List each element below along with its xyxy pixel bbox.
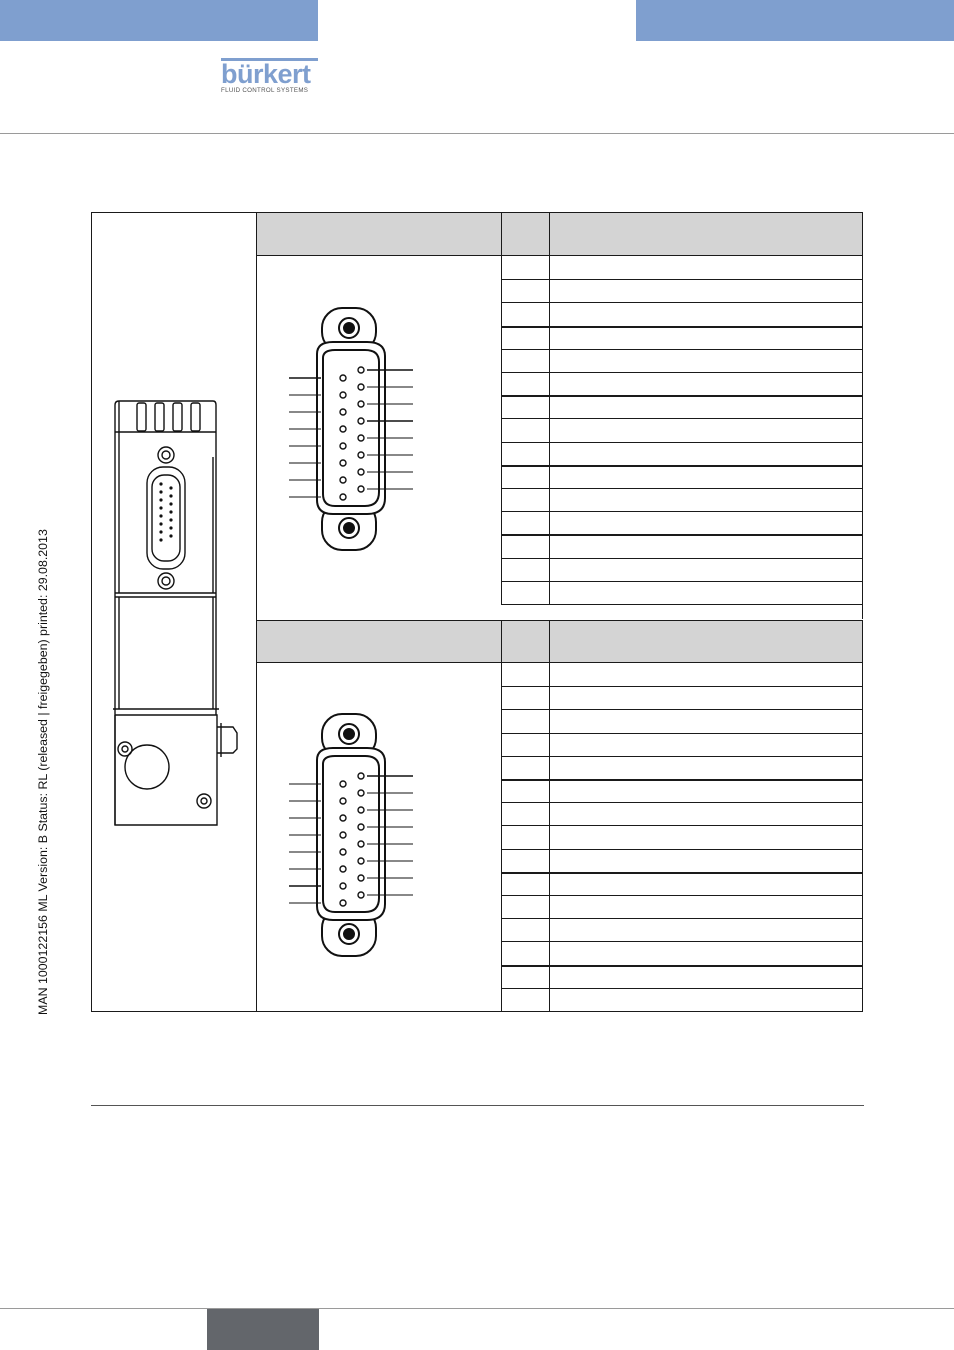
col-sep-desc [549,663,550,1011]
table-row [501,1011,863,1012]
table-row [501,686,863,687]
table-row [501,849,863,850]
table-row [501,965,863,967]
col-sep-device [256,212,257,1012]
col-sep-desc [549,256,550,604]
col-sep-desc-hdr-upper [549,212,550,256]
table-row [501,581,863,582]
table-row [501,779,863,781]
table-row [501,302,863,303]
table-row [501,442,863,443]
footer-rule [0,1308,954,1309]
table-row [501,802,863,803]
footer-page-tab [207,1309,319,1350]
pin-assignment-table [91,212,863,1012]
table-row [501,488,863,489]
table-row [501,918,863,919]
table-row [501,395,863,397]
table-row [501,872,863,874]
document-status-note: MAN 1000122156 ML Version: B Status: RL (released | freigegeben) printed: 29.08.2013 [36,529,50,1015]
logo-tagline: FLUID CONTROL SYSTEMS [221,87,309,94]
table-border-right-lower [862,620,863,1012]
table-row [501,279,863,280]
col-sep-pin [501,663,502,1011]
lower-header-rule [257,662,863,663]
table-border-left [91,212,92,1012]
table-header-lower [257,620,862,662]
table-row [501,895,863,896]
table-row [501,825,863,826]
header-rule [0,133,954,134]
col-sep-pin-hdr-upper [501,212,502,256]
sub-d-15-pin-connector-icon-lower [287,708,417,968]
table-row [501,418,863,419]
table-row [501,511,863,512]
brand-logo [221,58,319,96]
header-bar-left [0,0,318,41]
table-row [501,733,863,734]
lower-section-top-rule [257,620,863,621]
table-border-top [91,212,863,213]
table-row [501,988,863,989]
col-sep-desc-hdr-lower [549,620,550,664]
table-row [501,372,863,373]
table-row [501,709,863,710]
logo-wordmark: bürkert [221,59,311,89]
sub-d-15-pin-connector-icon [287,302,417,562]
table-row [501,349,863,350]
table-row [501,558,863,559]
header-bar-right [636,0,954,41]
table-row [501,326,863,328]
content-end-rule [91,1105,864,1106]
table-row [501,756,863,757]
table-row [501,534,863,536]
table-row [501,465,863,467]
col-sep-pin [501,256,502,604]
valve-device-icon [109,397,249,827]
table-row [501,604,863,605]
table-row [501,941,863,942]
table-header-upper [257,213,862,255]
upper-header-rule [257,255,863,256]
col-sep-pin-hdr-lower [501,620,502,664]
